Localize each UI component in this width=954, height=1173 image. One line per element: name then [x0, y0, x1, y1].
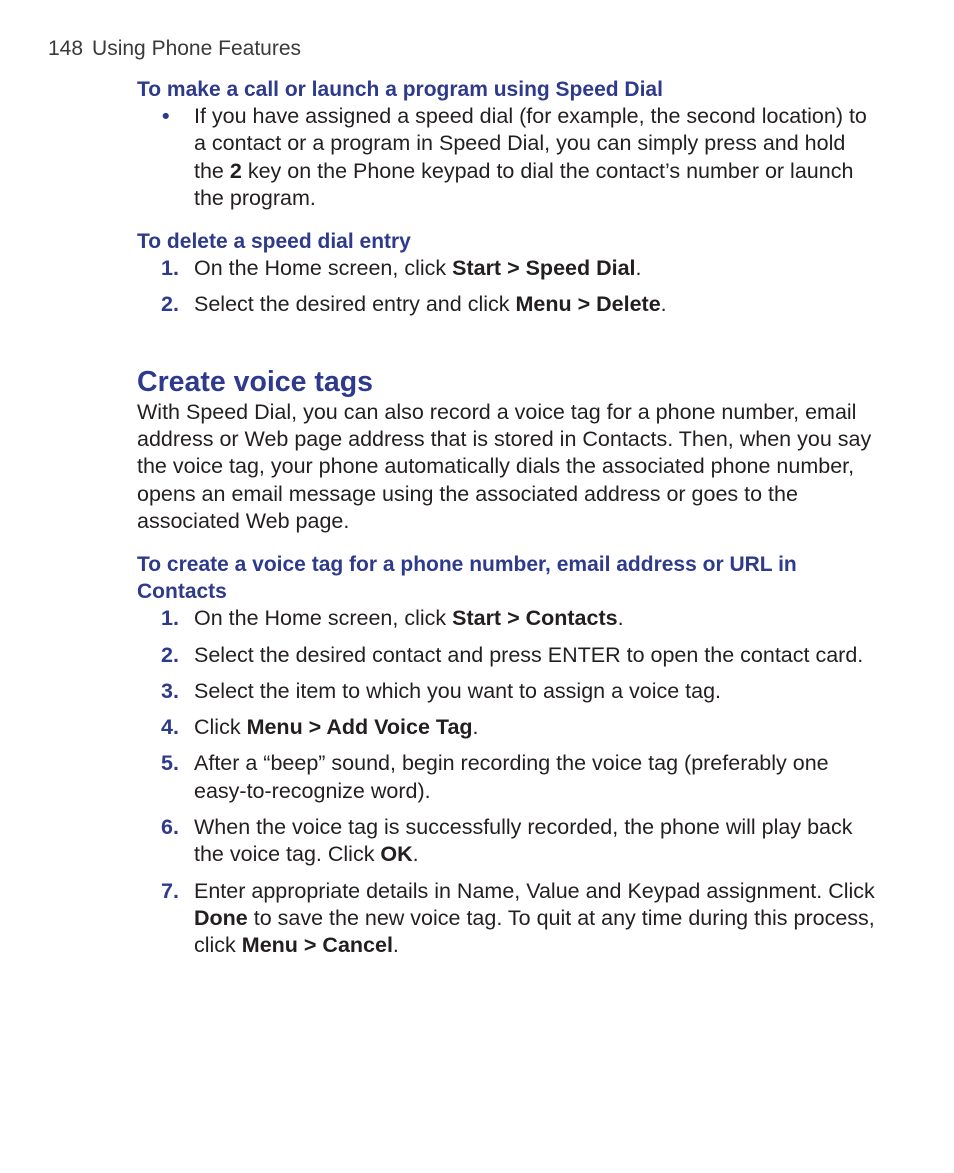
list-item [137, 714, 877, 741]
speed-dial-call-list [137, 103, 877, 212]
speed-dial-call-title: To make a call or launch a program using Speed Dial [137, 78, 663, 101]
step-number: 1. [161, 256, 179, 281]
header-section-title: Using Phone Features [92, 37, 302, 60]
step-text: . [472, 715, 479, 740]
section-heading: Create voice tags [137, 365, 374, 398]
list-item [137, 678, 877, 705]
delete-entry-title: To delete a speed dial entry [137, 230, 411, 254]
step-text: Click [194, 715, 247, 740]
step-text: to save the new voice tag. To quit at any time during this process, click [194, 905, 875, 958]
step-number: 7. [161, 878, 179, 903]
delete-entry-steps [137, 255, 877, 319]
step-number: 4. [161, 715, 179, 740]
list-item [137, 642, 877, 669]
step-text: Select the desired entry and click [194, 292, 516, 317]
list-item [137, 878, 877, 960]
step-text: . [617, 606, 624, 631]
key-name: 2 [229, 158, 242, 183]
ui-path: Menu > Delete [515, 292, 661, 317]
page-content [137, 76, 877, 969]
step-number: 5. [161, 751, 179, 776]
ui-path: Done [194, 905, 248, 930]
step-text: Select the item to which you want to assign a voice tag. [194, 678, 722, 703]
step-number: 6. [161, 815, 179, 840]
step-number: 1. [161, 606, 179, 631]
bullet-text: key on the Phone keypad to dial the contact’s number or launch the program. [194, 158, 854, 210]
list-item [137, 814, 877, 869]
voice-tag-procedure-title: To create a voice tag for a phone number, email address or URL in Contacts [137, 553, 797, 604]
ui-path: Start > Contacts [452, 606, 618, 631]
voice-tag-steps [137, 605, 877, 959]
step-number: 3. [161, 678, 179, 703]
step-text: . [660, 292, 667, 317]
list-item [137, 103, 877, 212]
step-text: After a “beep” sound, begin recording the voice tag (preferably one easy-to-recognize word). [194, 751, 829, 803]
ui-path: Start > Speed Dial [452, 256, 636, 281]
list-item [137, 605, 877, 632]
page-number: 148 [48, 37, 84, 60]
step-text: Enter appropriate details in Name, Value and Keypad assignment. Click [194, 878, 875, 903]
step-text: . [635, 256, 642, 281]
step-text: Select the desired contact and press ENTER to open the contact card. [194, 642, 864, 667]
step-text: . [412, 842, 419, 867]
step-text: On the Home screen, click [194, 256, 453, 281]
step-number: 2. [161, 642, 179, 667]
step-text: When the voice tag is successfully recorded, the phone will play back the voice tag. Click [194, 815, 853, 867]
step-number: 2. [161, 292, 179, 317]
step-text: On the Home screen, click [194, 606, 453, 631]
ui-path: OK [380, 842, 413, 867]
bullet-icon: • [162, 104, 170, 128]
list-item [137, 291, 877, 318]
list-item [137, 255, 877, 282]
running-header [48, 37, 301, 61]
step-text: . [392, 933, 399, 958]
ui-path: Menu > Add Voice Tag [246, 715, 473, 740]
list-item [137, 750, 877, 805]
ui-path: Menu > Cancel [241, 933, 393, 958]
intro-paragraph: With Speed Dial, you can also record a voice tag for a phone number, email address or Web page address that is stored in Contacts. Then, when you say the voice tag, your phone automatically dials the associated phone number, opens an email message using the associated address or goes to the associated Web page. [137, 399, 872, 533]
bullet-text: If you have assigned a speed dial (for example, the second location) to a contact or a program in Speed Dial, you can simply press and hold the [194, 104, 867, 183]
